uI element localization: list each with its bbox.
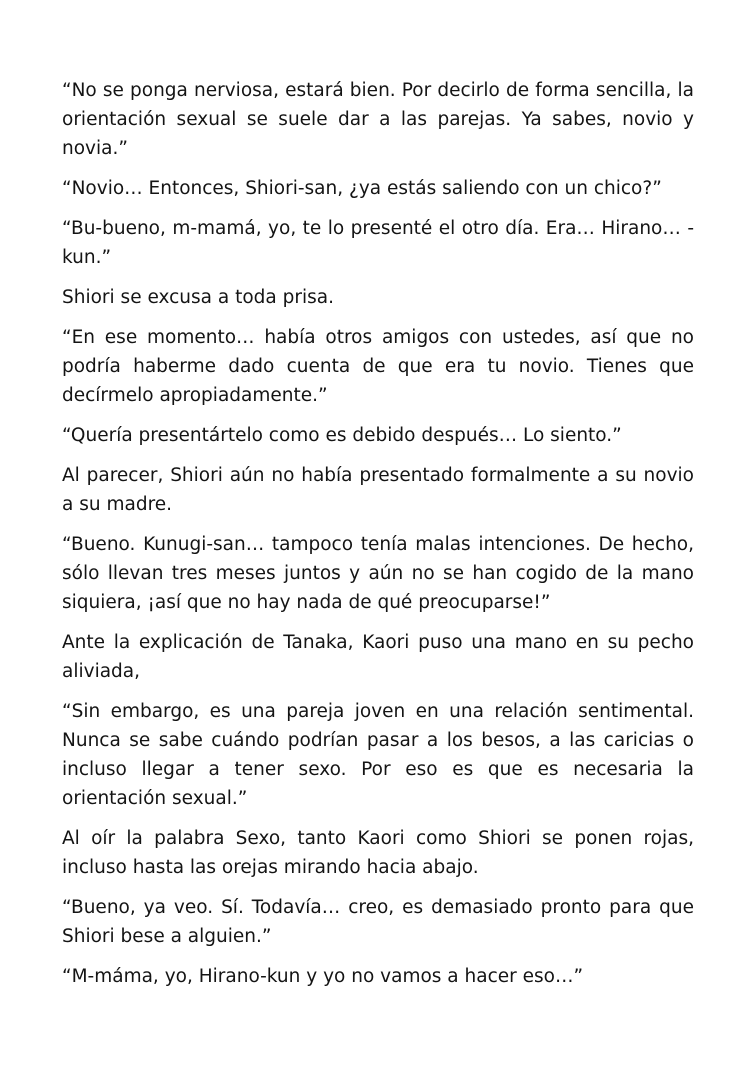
paragraph: “Sin embargo, es una pareja joven en una relación sentimental. Nunca se sabe cuándo podrían pasar a los besos, a las caricias o incluso llegar a tener sexo. Por eso es que es necesaria la orientación sexual.” — [62, 701, 694, 809]
paragraph: “Bueno, ya veo. Sí. Todavía… creo, es demasiado pronto para que Shiori bese a alguien.” — [62, 897, 694, 947]
paragraph: Al parecer, Shiori aún no había presentado formalmente a su novio a su madre. — [62, 465, 694, 515]
paragraph: “Bu-bueno, m-mamá, yo, te lo presenté el otro día. Era… Hirano… -kun.” — [62, 218, 694, 268]
paragraph: “Bueno. Kunugi-san… tampoco tenía malas intenciones. De hecho, sólo llevan tres meses juntos y aún no se han cogido de la mano siquiera, ¡así que no hay nada de qué preocuparse!” — [62, 534, 694, 613]
paragraph: “En ese momento… había otros amigos con ustedes, así que no podría haberme dado cuenta de que era tu novio. Tienes que decírmelo apropiadamente.” — [62, 327, 694, 406]
paragraph: “Novio… Entonces, Shiori-san, ¿ya estás saliendo con un chico?” — [62, 178, 662, 199]
paragraph: “No se ponga nerviosa, estará bien. Por decirlo de forma sencilla, la orientación sexual se suele dar a las parejas. Ya sabes, novio y novia.” — [62, 80, 694, 159]
text-body — [62, 76, 694, 1002]
paragraph: “M-máma, yo, Hirano-kun y yo no vamos a hacer eso…” — [62, 966, 584, 987]
paragraph: Al oír la palabra Sexo, tanto Kaori como Shiori se ponen rojas, incluso hasta las orejas mirando hacia abajo. — [62, 828, 694, 878]
paragraph: Ante la explicación de Tanaka, Kaori puso una mano en su pecho aliviada, — [62, 632, 694, 682]
paragraph: Shiori se excusa a toda prisa. — [62, 287, 334, 308]
paragraph: “Quería presentártelo como es debido después… Lo siento.” — [62, 425, 622, 446]
